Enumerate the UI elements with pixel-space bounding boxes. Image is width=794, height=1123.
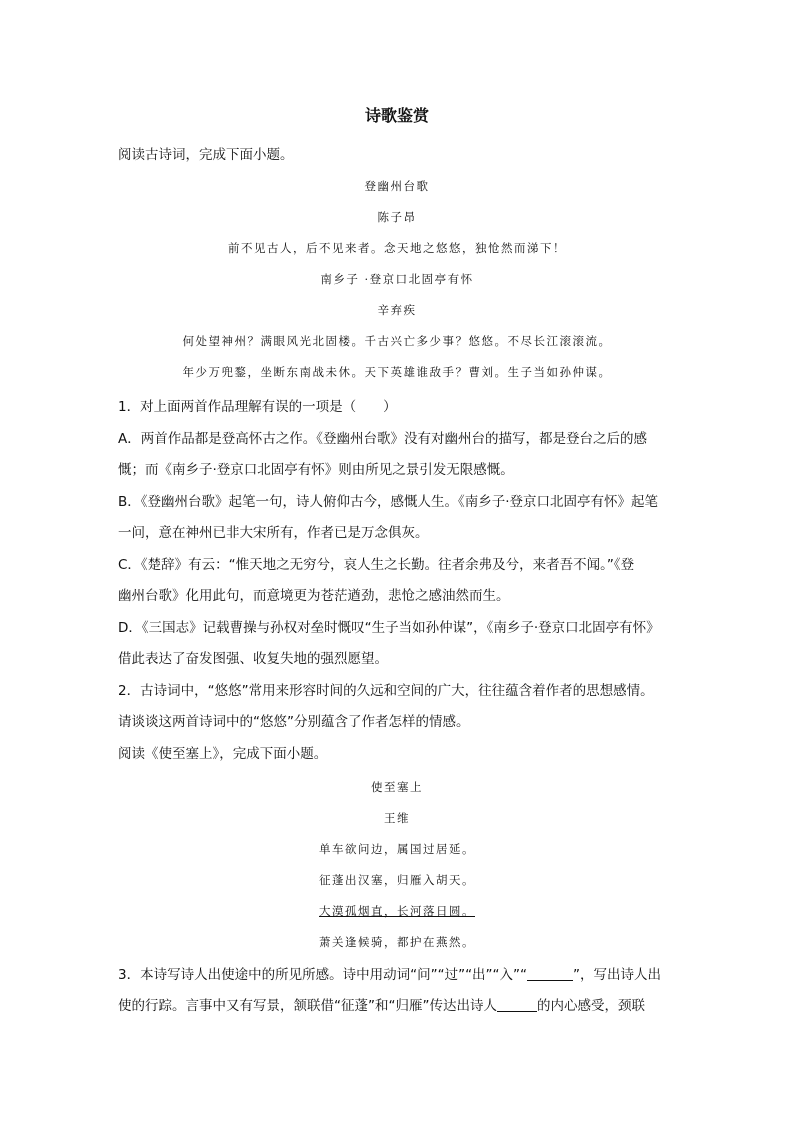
poem2-line: 年少万兜鍪，坐断东南战未休。天下英雄谁敌手？曹刘。生子当如孙仲谋。 xyxy=(182,365,612,379)
q3-text-a: 3．本诗写诗人出使途中的所见所感。诗中用动词“问”“过”“出”“入”“ xyxy=(118,967,528,983)
question-3-line2 xyxy=(118,997,678,1015)
poem1-line: 前不见古人，后不见来者。念天地之悠悠，独怆然而涕下！ xyxy=(228,241,566,255)
q3-text-c: 使的行踪。言事中又有写景，颔联借“征蓬”和“归雁”传达出诗人 xyxy=(118,998,497,1014)
poem2-title: 南乡子 ·登京口北固亭有怀 xyxy=(320,272,474,286)
poem3-line: 单车欲问边，属国过居延。 xyxy=(319,842,475,856)
question-2-line2: 请谈谈这两首诗词中的“悠悠”分别蕴含了作者怎样的情感。 xyxy=(118,714,470,730)
poem2-author: 辛弃疾 xyxy=(377,303,417,317)
q1-option-c-line2: 幽州台歌》化用此句，而意境更为苍茫遒劲，悲怆之感油然而生。 xyxy=(118,588,510,604)
poem3-line-underlined: 大漠孤烟直，长河落日圆。 xyxy=(319,904,475,918)
q3-text-b: ”，写出诗人出 xyxy=(573,967,662,983)
page-title: 诗歌鉴赏 xyxy=(364,106,429,125)
q1-option-a-line1: A．两首作品都是登高怀古之作。《登幽州台歌》没有对幽州台的描写，都是登台之后的感 xyxy=(118,431,647,447)
q1-option-d-line2: 借此表达了奋发图强、收复失地的强烈愿望。 xyxy=(118,651,388,667)
q1-option-c-line1: C．《楚辞》有云：“惟天地之无穷兮，哀人生之长勤。往者余弗及兮，来者吾不闻。”《登 xyxy=(118,557,635,573)
question-2-line1: 2．古诗词中，“悠悠”常用来形容时间的久远和空间的广大，往往蕴含着作者的思想感情。 xyxy=(118,683,654,699)
q1-option-b-line2: 一问，意在神州已非大宋所有，作者已是万念俱灰。 xyxy=(118,525,429,541)
q3-text-d: 的内心感受，颈联 xyxy=(536,998,645,1014)
poem3-author: 王维 xyxy=(384,811,410,825)
section2-instruction: 阅读《使至塞上》，完成下面小题。 xyxy=(118,746,328,762)
answer-blank[interactable] xyxy=(497,997,537,1012)
poem3-title: 使至塞上 xyxy=(371,780,423,794)
poem1-author: 陈子昂 xyxy=(377,210,417,224)
q1-option-a-line2: 慨；而《南乡子·登京口北固亭有怀》则由所见之景引发无限感慨。 xyxy=(118,462,514,478)
poem1-title: 登幽州台歌 xyxy=(364,179,430,193)
answer-blank[interactable] xyxy=(527,966,573,981)
question-3-line1 xyxy=(118,966,678,984)
q1-option-b-line1: B．《登幽州台歌》起笔一句，诗人俯仰古今，感慨人生。《南乡子·登京口北固亭有怀》起笔 xyxy=(118,494,659,510)
section1-instruction: 阅读古诗词，完成下面小题。 xyxy=(118,147,294,163)
poem3-line: 萧关逢候骑，都护在燕然。 xyxy=(319,935,475,949)
question-1-stem: 1．对上面两首作品理解有误的一项是（ ） xyxy=(118,399,397,415)
q1-option-d-line1: D．《三国志》记载曹操与孙权对垒时慨叹“生子当如孙仲谋”，《南乡子·登京口北固亭有怀》 xyxy=(118,620,660,636)
poem3-line: 征蓬出汉塞，归雁入胡天。 xyxy=(319,873,475,887)
poem2-line: 何处望神州？满眼风光北固楼。千古兴亡多少事？悠悠。不尽长江滚滚流。 xyxy=(182,334,612,348)
